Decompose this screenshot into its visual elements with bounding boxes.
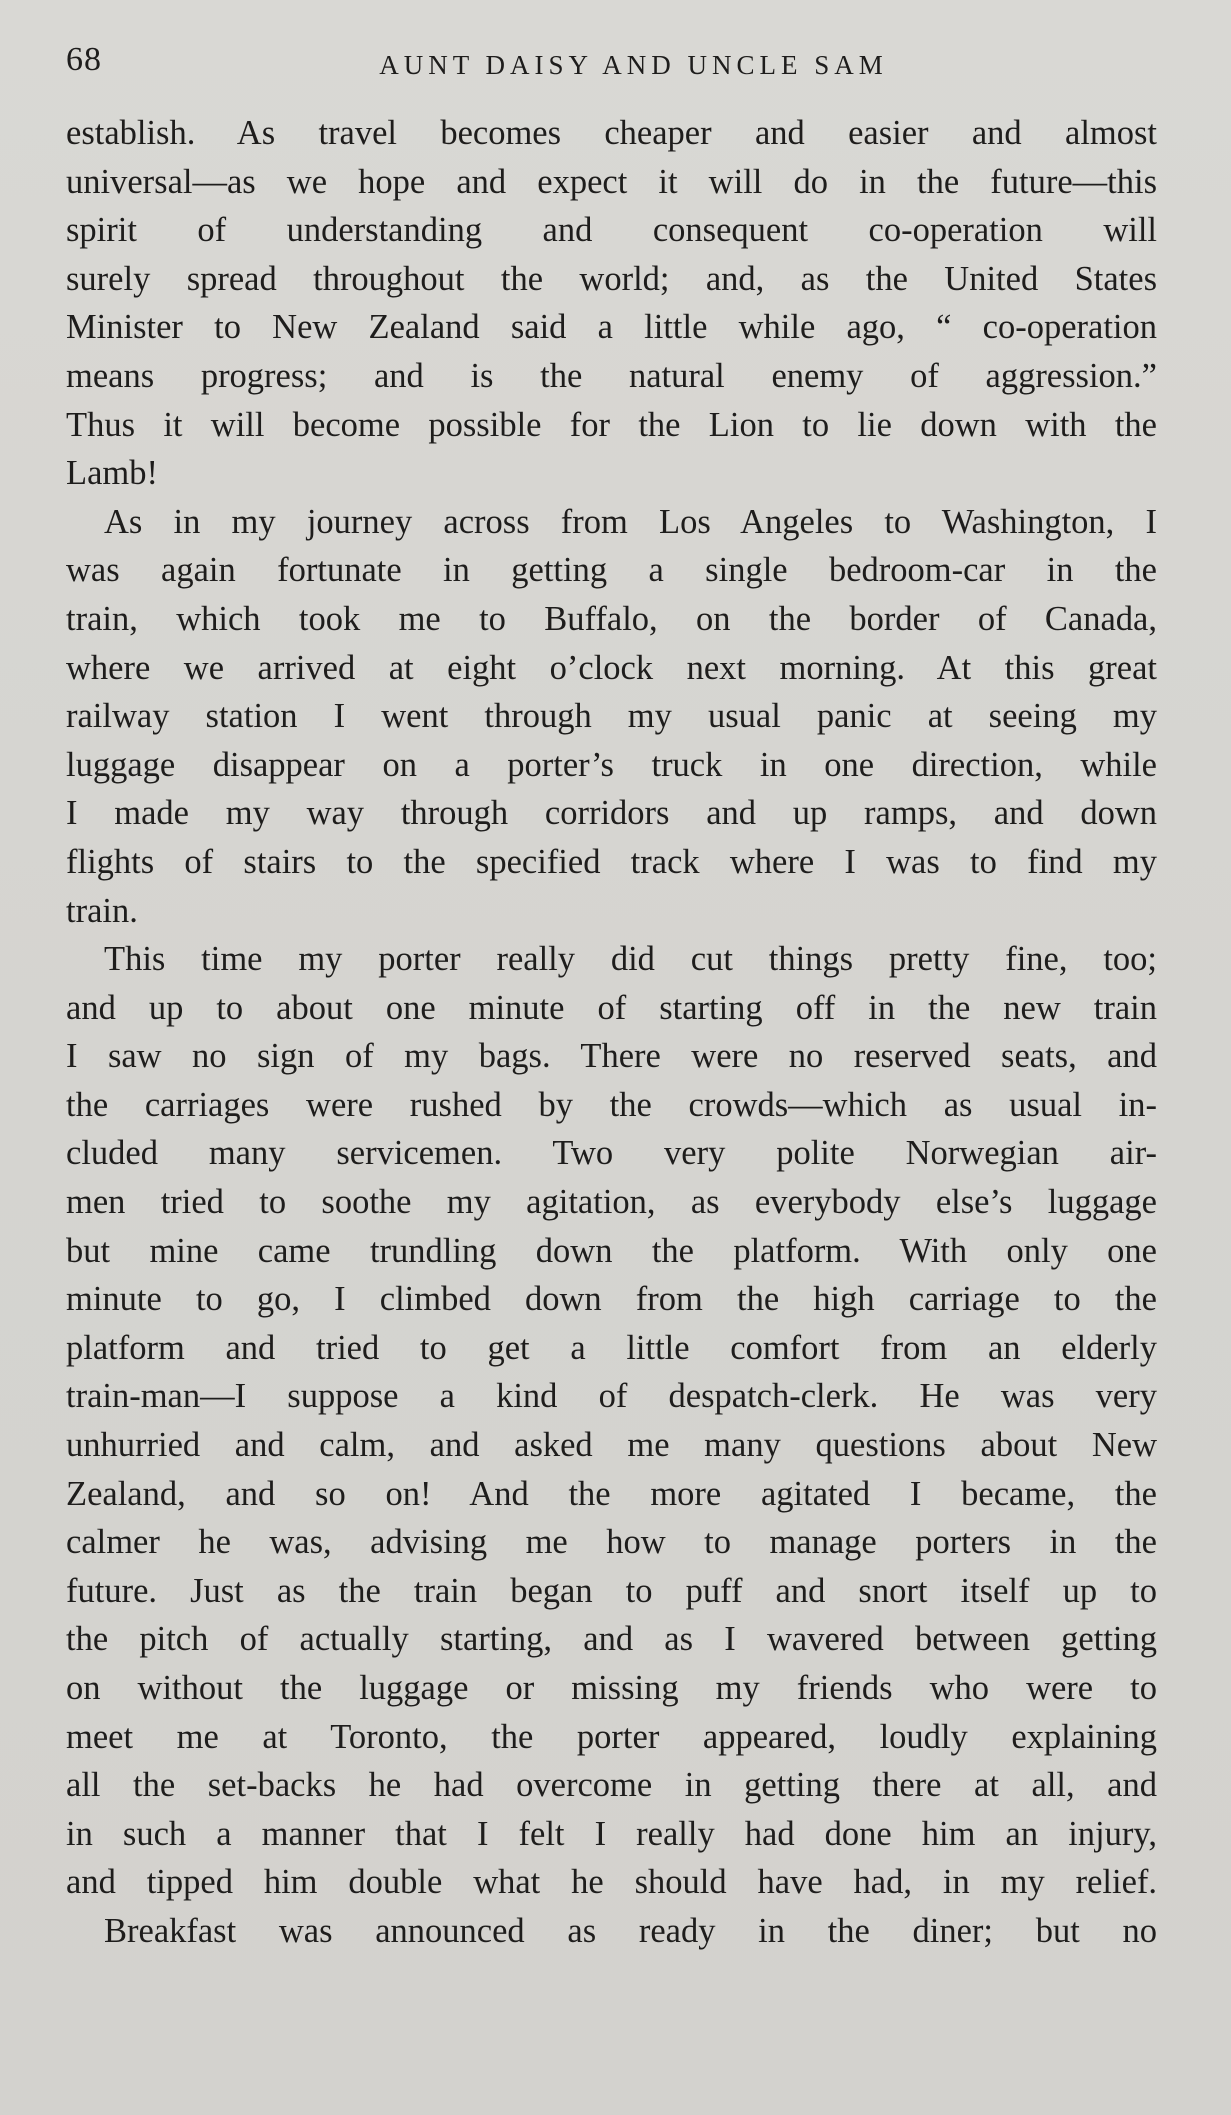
- text-line: all the set-backs he had overcome in getting there at all, and: [66, 1766, 1157, 1805]
- text-line: This time my porter really did cut things pretty fine, too;: [104, 940, 1157, 979]
- text-line: future. Just as the train began to puff and snort itself up to: [66, 1571, 1157, 1610]
- text-line: Thus it will become possible for the Lion to lie down with the: [66, 405, 1157, 444]
- text-line: minute to go, I climbed down from the high carriage to the: [66, 1280, 1157, 1319]
- text-line: the pitch of actually starting, and as I wavered between getting: [66, 1620, 1157, 1659]
- text-line: means progress; and is the natural enemy of aggression.”: [66, 356, 1157, 395]
- body-text: [66, 109, 1157, 1956]
- text-line: surely spread throughout the world; and, as the United States: [66, 259, 1157, 298]
- text-line: on without the luggage or missing my friends who were to: [66, 1669, 1157, 1707]
- text-line: but mine came trundling down the platform. With only one: [66, 1231, 1157, 1270]
- page-number: 68: [66, 41, 102, 78]
- text-line: the carriages were rushed by the crowds—which as usual in-: [66, 1085, 1157, 1124]
- text-line: train.: [66, 891, 138, 930]
- text-line: spirit of understanding and consequent co-operation will: [66, 211, 1157, 250]
- text-line: As in my journey across from Los Angeles to Washington, I: [104, 502, 1157, 541]
- text-line: train-man—I suppose a kind of despatch-clerk. He was very: [66, 1377, 1157, 1416]
- text-line: where we arrived at eight o’clock next morning. At this great: [66, 648, 1157, 687]
- text-line: train, which took me to Buffalo, on the border of Canada,: [66, 599, 1157, 638]
- text-line: platform and tried to get a little comfort from an elderly: [66, 1328, 1157, 1367]
- text-line: railway station I went through my usual panic at seeing my: [66, 697, 1157, 736]
- text-line: Breakfast was announced as ready in the diner; but no: [104, 1911, 1157, 1950]
- text-line: unhurried and calm, and asked me many questions about New: [66, 1426, 1157, 1465]
- text-line: Minister to New Zealand said a little while ago, “ co-operation: [66, 308, 1157, 347]
- text-line: meet me at Toronto, the porter appeared, loudly explaining: [66, 1717, 1157, 1756]
- text-line: Lamb!: [66, 454, 158, 493]
- text-line: establish. As travel becomes cheaper and easier and almost: [66, 114, 1157, 152]
- text-line: flights of stairs to the specified track where I was to find my: [66, 842, 1157, 881]
- text-line: I made my way through corridors and up ramps, and down: [66, 794, 1157, 833]
- text-line: cluded many servicemen. Two very polite Norwegian air-: [66, 1134, 1157, 1173]
- text-line: in such a manner that I felt I really had done him an injury,: [66, 1814, 1157, 1853]
- text-line: men tried to soothe my agitation, as everybody else’s luggage: [66, 1183, 1157, 1222]
- text-line: and up to about one minute of starting off in the new train: [66, 988, 1157, 1027]
- text-line: was again fortunate in getting a single bedroom-car in the: [66, 551, 1157, 590]
- text-line: luggage disappear on a porter’s truck in one direction, while: [66, 745, 1157, 784]
- text-line: calmer he was, advising me how to manage porters in the: [66, 1523, 1157, 1562]
- text-line: and tipped him double what he should have had, in my relief.: [66, 1863, 1157, 1902]
- text-line: I saw no sign of my bags. There were no reserved seats, and: [66, 1037, 1157, 1076]
- running-head: AUNT DAISY AND UNCLE SAM: [379, 50, 888, 80]
- text-line: universal—as we hope and expect it will do in the future—this: [66, 162, 1157, 201]
- text-line: Zealand, and so on! And the more agitated I became, the: [66, 1474, 1157, 1513]
